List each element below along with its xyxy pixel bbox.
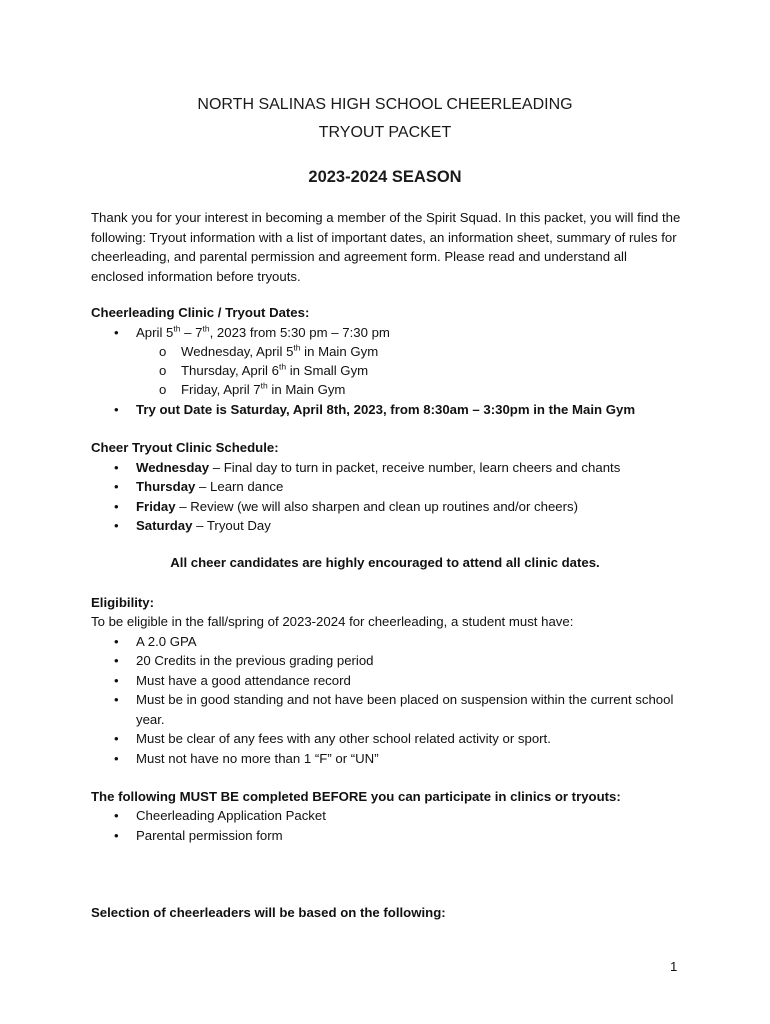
bullet-icon: • [114, 479, 119, 494]
bullet-icon: • [114, 673, 119, 688]
eligibility-item: Must be clear of any fees with any other school related activity or sport. [136, 731, 551, 746]
schedule-heading: Cheer Tryout Clinic Schedule: [91, 440, 279, 455]
bullet-icon: • [114, 751, 119, 766]
eligibility-item: Must be in good standing and not have been placed on suspension within the current school year. [136, 692, 674, 727]
required-item: Cheerleading Application Packet [136, 808, 326, 823]
clinic-date-thursday: Thursday, April 6th in Small Gym [181, 361, 369, 378]
schedule-item-thursday: Thursday – Learn dance [136, 479, 284, 494]
bullet-icon: • [114, 634, 119, 649]
bullet-icon: • [114, 653, 119, 668]
bullet-icon: • [114, 325, 119, 340]
selection-heading: Selection of cheerleaders will be based on the following: [91, 905, 446, 920]
eligibility-heading: Eligibility: [91, 595, 155, 610]
document-title-line2: TRYOUT PACKET [318, 124, 452, 141]
clinic-date-friday: Friday, April 7th in Main Gym [181, 380, 346, 397]
schedule-item-friday: Friday – Review (we will also sharpen and clean up routines and/or cheers) [136, 499, 579, 514]
required-heading: The following MUST BE completed BEFORE you can participate in clinics or tryouts: [91, 789, 621, 804]
bullet-icon: • [114, 518, 119, 533]
document-title-line1: NORTH SALINAS HIGH SCHOOL CHEERLEADING [197, 96, 573, 113]
required-item: Parental permission form [136, 828, 283, 843]
intro-paragraph: Thank you for your interest in becoming a member of the Spirit Squad. In this packet, you will find the following: Tryout information with a list of important dates, an information sheet, summary of rules for cheerleading, and parental permission and agreement form. Please read and understand all enclosed information before tryouts. [91, 210, 681, 284]
schedule-item-saturday: Saturday – Tryout Day [136, 518, 271, 533]
bullet-icon: • [114, 828, 119, 843]
eligibility-item: Must have a good attendance record [136, 673, 351, 688]
dates-heading: Cheerleading Clinic / Tryout Dates: [91, 305, 310, 320]
bullet-icon: • [114, 808, 119, 823]
tryout-date-item: Try out Date is Saturday, April 8th, 2023, from 8:30am – 3:30pm in the Main Gym [136, 402, 636, 417]
eligibility-item: 20 Credits in the previous grading period [136, 653, 374, 668]
bullet-icon: • [114, 731, 119, 746]
bullet-icon: • [114, 692, 119, 707]
date-range-item: April 5th – 7th, 2023 from 5:30 pm – 7:30 pm [136, 323, 390, 340]
season-heading: 2023-2024 SEASON [308, 168, 462, 186]
eligibility-item: Must not have no more than 1 “F” or “UN” [136, 751, 379, 766]
eligibility-item: A 2.0 GPA [136, 634, 197, 649]
bullet-icon: • [114, 402, 119, 417]
clinic-date-wednesday: Wednesday, April 5th in Main Gym [181, 342, 379, 359]
eligibility-intro: To be eligible in the fall/spring of 2023-2024 for cheerleading, a student must have: [91, 614, 574, 629]
bullet-icon: • [114, 499, 119, 514]
schedule-item-wednesday: Wednesday – Final day to turn in packet, receive number, learn cheers and chants [136, 460, 621, 475]
sub-bullet-icon: o [159, 382, 167, 397]
bullet-icon: • [114, 460, 119, 475]
sub-bullet-icon: o [159, 344, 167, 359]
page-number: 1 [670, 959, 678, 974]
sub-bullet-icon: o [159, 363, 167, 378]
encouragement-note: All cheer candidates are highly encouraged to attend all clinic dates. [170, 555, 600, 570]
